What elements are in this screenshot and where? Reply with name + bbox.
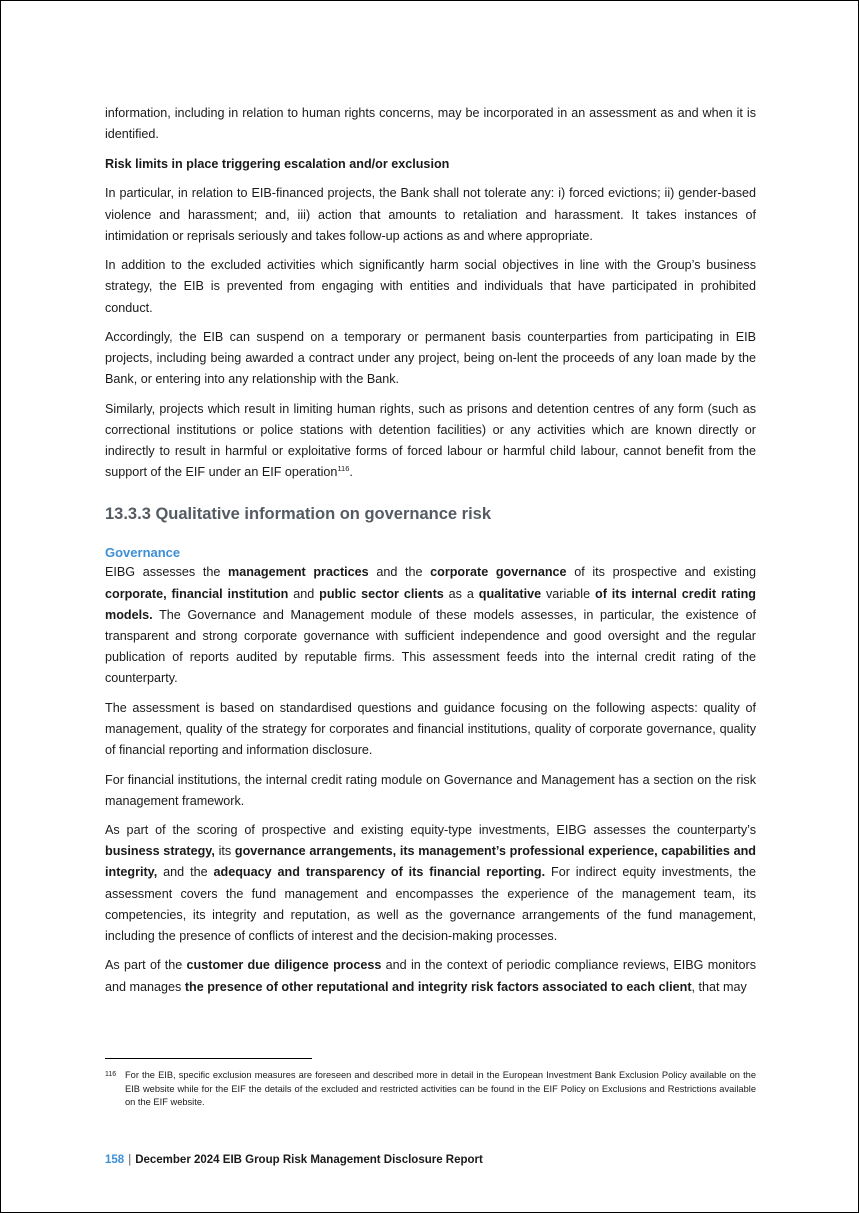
page-footer	[105, 1154, 483, 1166]
bold-text: governance arrangements, its management’s professional experience, capabilities and integrity,	[105, 844, 756, 880]
footnote-number: 116	[105, 1071, 117, 1078]
text-run: The assessment is based on standardised questions and guidance focusing on the following aspects: quality of management, quality of the strategy for corporates and financial institutions, quality of corporate governance, quality of financial reporting and information disclosure.	[105, 700, 756, 757]
text-run: and in the context of periodic compliance reviews, EIBG monitors and manages	[105, 958, 757, 994]
paragraph	[105, 698, 756, 761]
bold-text: customer due diligence process	[186, 958, 382, 973]
bold-text: adequacy and transparency of its financial reporting.	[213, 865, 546, 880]
paragraph	[105, 820, 756, 947]
text-run: and the	[157, 865, 214, 880]
paragraph	[105, 770, 756, 812]
footnote-text: For the EIB, specific exclusion measures are foreseen and described more in detail in the European Investment Bank Exclusion Policy available on the EIB website while for the EIF the details of the excluded and restricted activities can be found in the EIF Policy on Exclusions and Restrictions available on the EIF website.	[125, 1070, 756, 1107]
paragraph	[105, 399, 756, 483]
text-run: Similarly, projects which result in limiting human rights, such as prisons and detention centres of any form (such as correctional institutions or police stations with detention facilities) or any activities which are known directly or indirectly to result in harmful or exploitative forms of forced labour or harmful child labour, cannot benefit from the support of the EIF under an EIF operation	[105, 402, 756, 480]
text-run: For indirect equity investments, the assessment covers the fund management and encompasses the experience of the management team, its competencies, its integrity and reputation, as well as the governance arrangements of the fund management, including the presence of conflicts of interest and the decision-making processes.	[105, 865, 756, 943]
footnote-divider	[105, 1058, 312, 1059]
bold-text: public sector clients	[319, 586, 444, 601]
bold-text: the presence of other reputational and integrity risk factors associated to each client	[184, 979, 692, 994]
text-run: As part of the scoring of prospective and existing equity-type investments, EIBG assesses the counterparty’s	[105, 823, 756, 838]
paragraph	[105, 255, 756, 318]
footer-title: December 2024 EIB Group Risk Management Disclosure Report	[135, 1154, 483, 1166]
section-heading: 13.3.3 Qualitative information on governance risk	[105, 505, 492, 524]
paragraph	[105, 154, 756, 175]
bold-text: Risk limits in place triggering escalation and/or exclusion	[105, 156, 450, 171]
text-run: For financial institutions, the internal credit rating module on Governance and Management has a section on the risk management framework.	[105, 772, 756, 808]
bold-text: qualitative	[478, 586, 542, 601]
text-run: The Governance and Management module of these models assesses, in particular, the existence of transparent and strong corporate governance with sufficient independence and good oversight and the regular publication of reports audited by reputable firms. This assessment feeds into the internal credit rating of the counterparty.	[105, 607, 756, 685]
text-run: and	[288, 586, 320, 601]
paragraphs-bottom	[105, 562, 756, 997]
paragraph	[105, 955, 756, 997]
text-run: As part of the	[105, 958, 187, 973]
text-run: as a	[443, 586, 479, 601]
bold-text: corporate governance	[430, 565, 567, 580]
text-run: and the	[368, 565, 431, 580]
text-run: In addition to the excluded activities which significantly harm social objectives in line with the Group’s business strategy, the EIB is prevented from engaging with entities and individuals that have participated in prohibited conduct.	[105, 258, 756, 315]
text-run: EIBG assesses the	[105, 565, 229, 580]
paragraphs-top	[105, 103, 756, 483]
bold-text: management practices	[228, 565, 369, 580]
text-run: variable	[541, 586, 596, 601]
text-run: Accordingly, the EIB can suspend on a temporary or permanent basis counterparties from participating in EIB projects, including being awarded a contract under any project, being on-lent the proceeds of any loan made by the Bank, or entering into any relationship with the Bank.	[105, 330, 756, 387]
body-content	[105, 103, 756, 1006]
paragraph	[105, 327, 756, 390]
footnote-reference: 116	[337, 464, 350, 474]
bold-text: of its internal credit rating models.	[105, 586, 756, 622]
text-run: its	[214, 844, 235, 859]
paragraph	[105, 183, 756, 246]
text-run: In particular, in relation to EIB-financed projects, the Bank shall not tolerate any: i) forced evictions; ii) gender-based violence and harassment; and, iii) action that amounts to retaliation and harassment. It takes instances of intimidation or reprisals seriously and takes follow-up actions as and where appropriate.	[105, 186, 756, 243]
paragraph	[105, 103, 756, 145]
paragraph	[105, 562, 756, 689]
sub-heading: Governance	[105, 545, 181, 561]
text-run: information, including in relation to human rights concerns, may be incorporated in an assessment as and when it is identified.	[105, 106, 756, 142]
bold-text: business strategy,	[105, 844, 215, 859]
footer-separator: |	[128, 1154, 132, 1166]
footnote	[105, 1069, 756, 1110]
bold-text: corporate, financial institution	[105, 586, 289, 601]
text-run: .	[349, 465, 353, 480]
page-number: 158	[105, 1154, 125, 1166]
text-run: , that may	[691, 979, 747, 994]
text-run: of its prospective and existing	[566, 565, 756, 580]
